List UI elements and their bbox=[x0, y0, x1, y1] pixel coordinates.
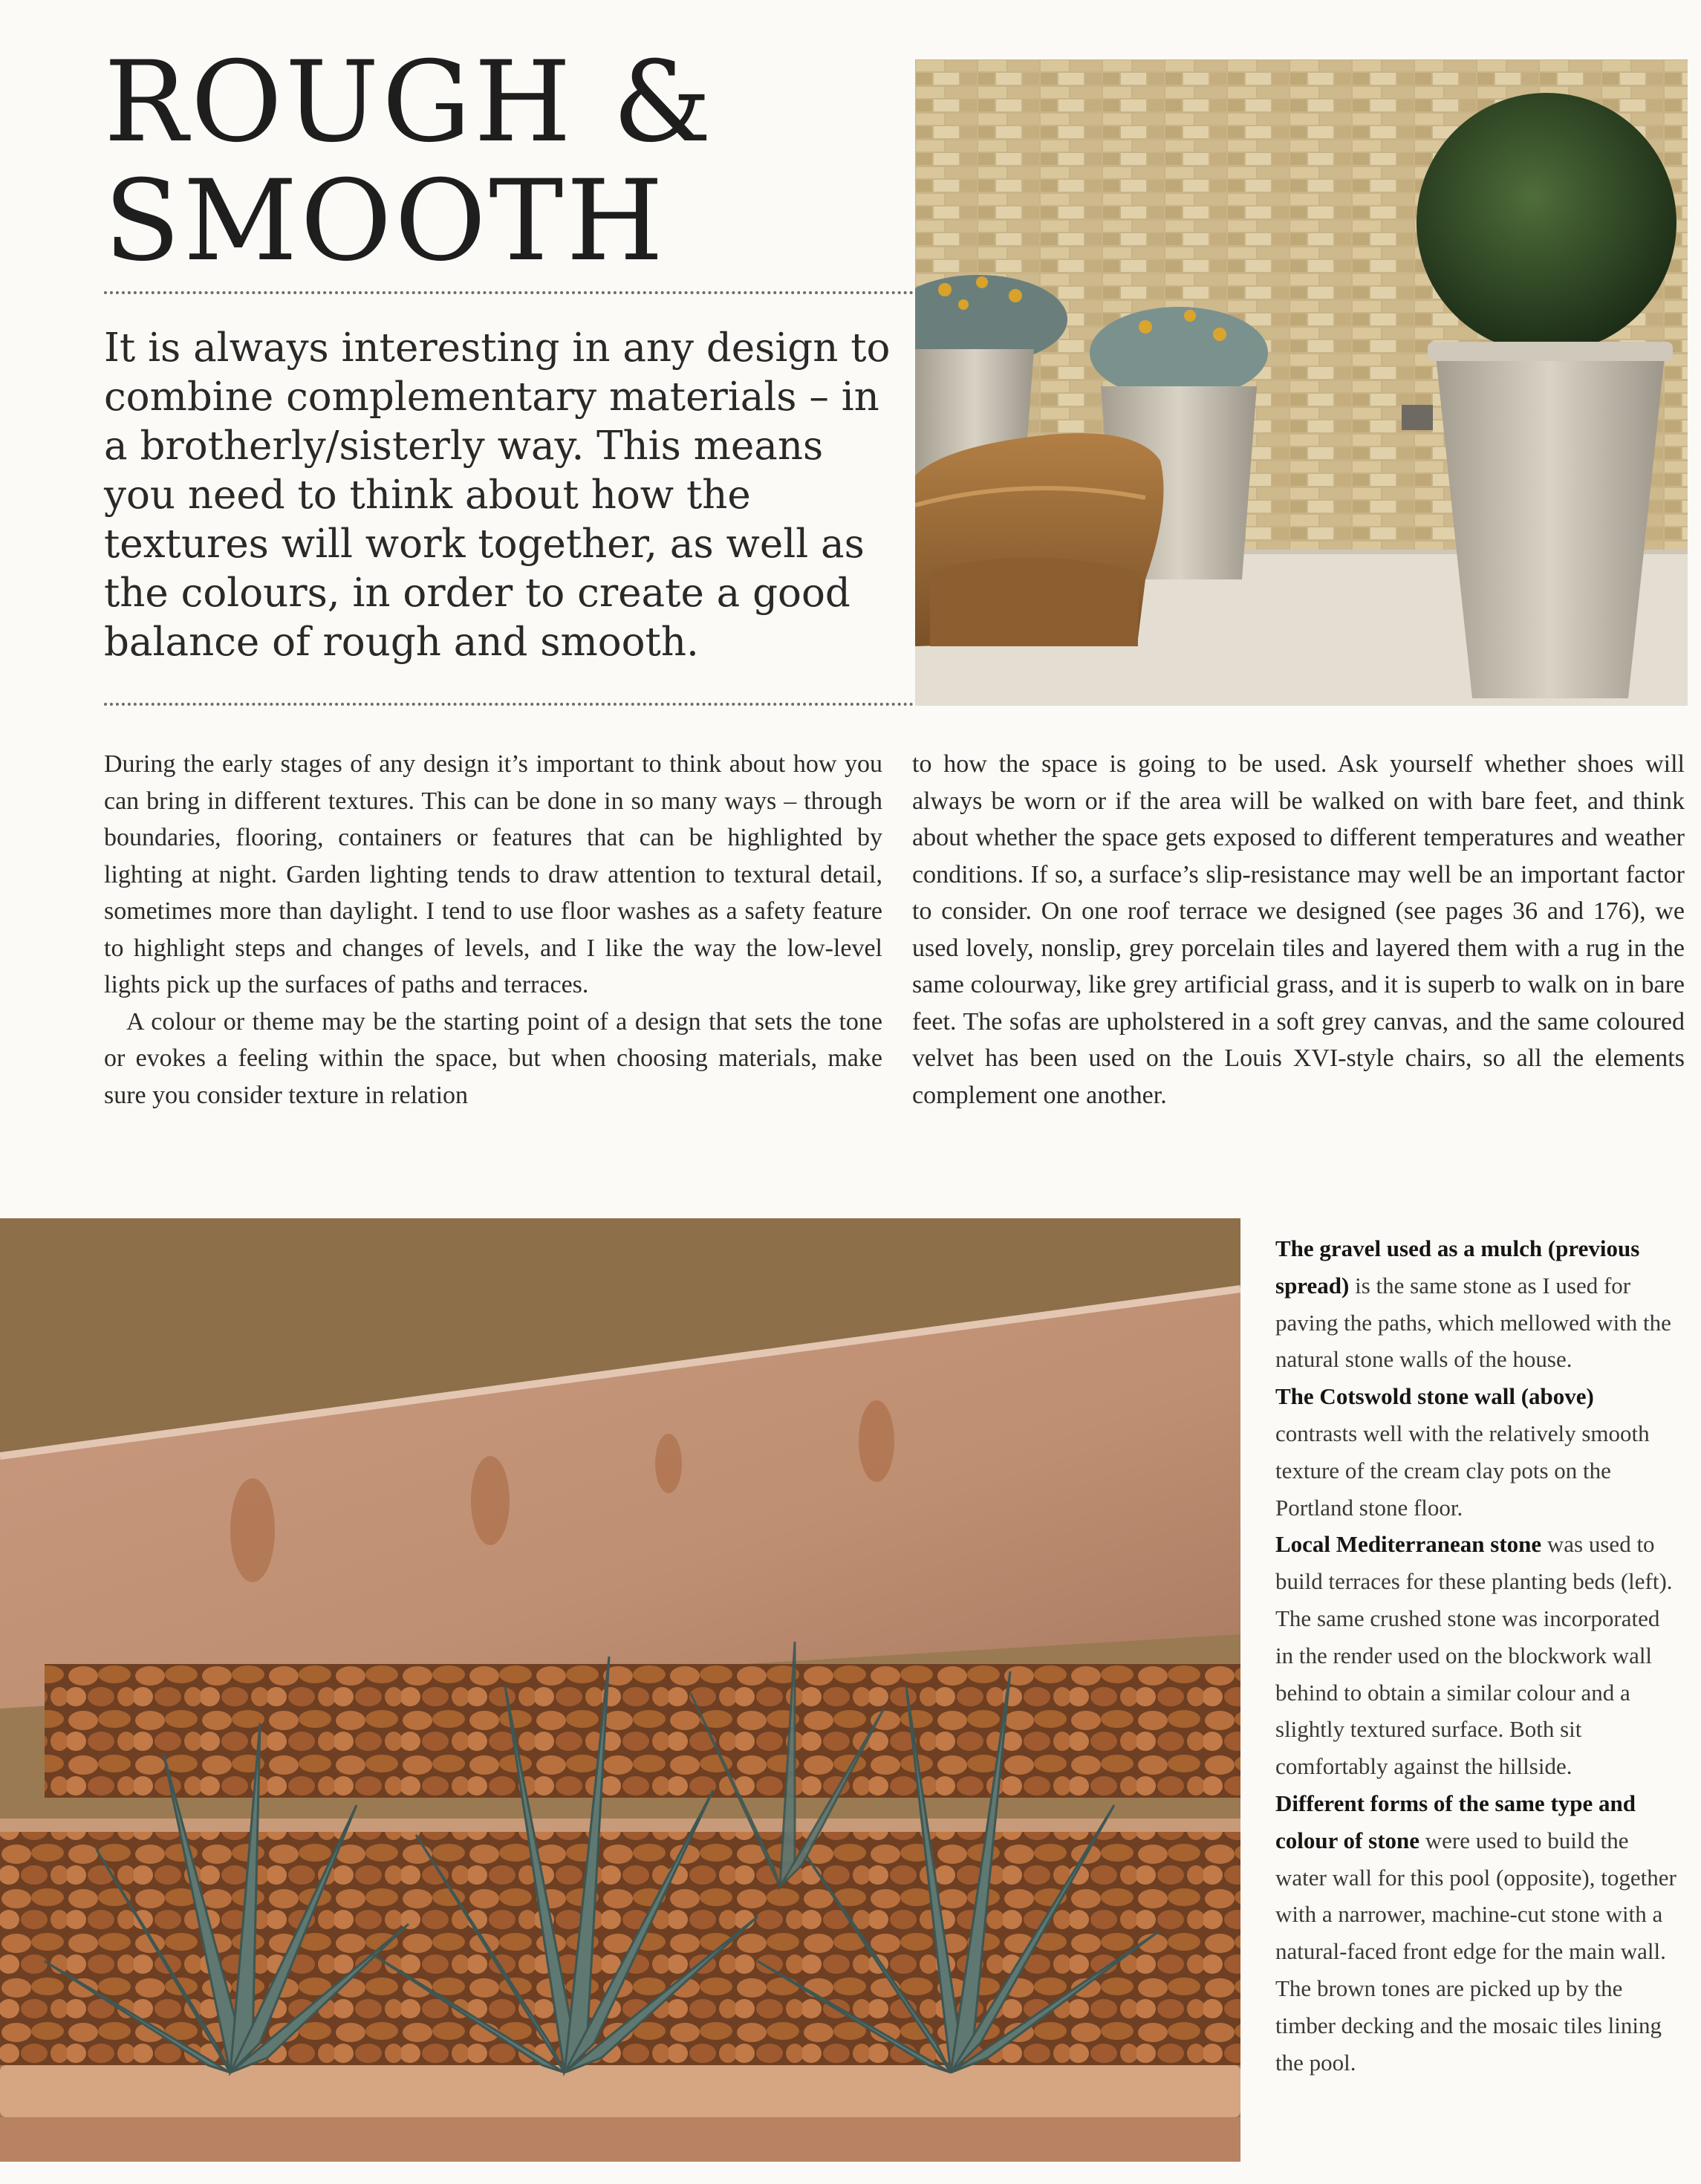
intro-paragraph: It is always interesting in any design to combine complementary materials – in a brotherly/sisterly way. This means you need to think about how the textures will work together, as well as the colours, in order to create a good balance of rough and smooth. bbox=[104, 325, 891, 665]
caption-lead: Local Mediterranean stone bbox=[1275, 1531, 1542, 1558]
photo-stone-wall-terrace bbox=[915, 59, 1688, 706]
title-line-2: SMOOTH bbox=[104, 157, 667, 286]
body-paragraph-2: A colour or theme may be the starting point of a design that sets the tone or evokes a feeling within the space, but when choosing materials, make sure you consider texture in relation bbox=[104, 1007, 882, 1109]
caption-gravel-mulch bbox=[1275, 1230, 1680, 1378]
dotted-rule-bottom bbox=[104, 703, 914, 706]
body-paragraph-1: During the early stages of any design it’s important to think about how you can bring in different textures. This can be done in so many ways – through boundaries, flooring, containers or features that can be highlighted by lighting at night. Garden lighting tends to draw attention to textural detail, sometimes more than daylight. I tend to use floor washes as a safety feature to highlight steps and changes of levels, and I like the way the low-level lights pick up the surfaces of paths and terraces. bbox=[104, 750, 882, 998]
caption-lead: Different forms of the same type and colour of stone bbox=[1275, 1790, 1636, 1853]
page-title bbox=[104, 38, 884, 286]
photo-agave-terraces bbox=[0, 1218, 1240, 2162]
caption-lead: The gravel used as a mulch (previous spread) bbox=[1275, 1235, 1640, 1299]
caption-text: is the same stone as I used for paving the paths, which mellowed with the natural stone walls of the house. bbox=[1275, 1272, 1671, 1373]
caption-text: was used to build terraces for these planting beds (left). The same crushed stone was incorporated in the render used on the blockwork wall behind to obtain a similar colour and a slightly textured surface. Both sit comfortably against the hillside. bbox=[1275, 1531, 1673, 1780]
caption-lead: The Cotswold stone wall (above) bbox=[1275, 1383, 1594, 1410]
caption-text: contrasts well with the relatively smooth texture of the cream clay pots on the Portland stone floor. bbox=[1275, 1420, 1650, 1521]
body-column-right bbox=[912, 746, 1685, 1114]
caption-mediterranean-stone bbox=[1275, 1526, 1680, 1785]
dotted-rule-top bbox=[104, 291, 914, 294]
body-column-left bbox=[104, 746, 882, 1114]
caption-cotswold-wall bbox=[1275, 1378, 1680, 1526]
caption-text: were used to build the water wall for this pool (opposite), together with a narrower, machine-cut stone with a natural-faced front edge for the main wall. The brown tones are picked up by the timber decking and the mosaic tiles lining the pool. bbox=[1275, 1827, 1676, 2076]
caption-different-forms bbox=[1275, 1785, 1680, 2081]
body-paragraph-3: to how the space is going to be used. Ask yourself whether shoes will always be worn or if the area will be walked on with bare feet, and think about whether the space gets exposed to different temperatures and weather conditions. If so, a surface’s slip-resistance may well be an important factor to consider. On one roof terrace we designed (see pages 36 and 176), we used lovely, nonslip, grey porcelain tiles and layered them with a rug in the same colourway, like grey artificial grass, and it is superb to walk on in bare feet. The sofas are upholstered in a soft grey canvas, and the same coloured velvet has been used on the Louis XVI-style chairs, so all the elements complement one another. bbox=[912, 750, 1685, 1109]
captions-column bbox=[1275, 1230, 1680, 2081]
title-line-1: ROUGH & bbox=[104, 38, 715, 167]
